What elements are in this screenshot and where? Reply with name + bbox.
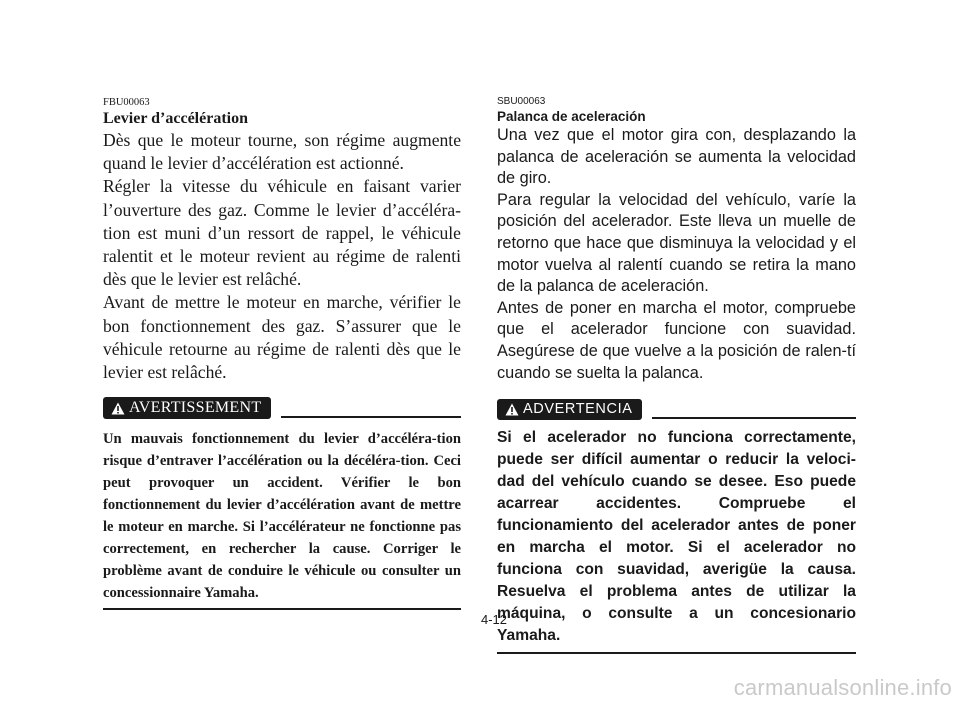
warning-label: AVERTISSEMENT bbox=[129, 399, 262, 417]
section-code: FBU00063 bbox=[103, 97, 150, 108]
paragraph: Una vez que el motor gira con, desplazando la palanca de aceleración se aumenta la velocidad de giro. bbox=[497, 126, 856, 188]
warning-triangle-icon bbox=[111, 402, 125, 415]
section-title: Palanca de aceleración bbox=[497, 109, 646, 124]
warning-end-rule bbox=[103, 608, 461, 610]
warning-end-rule bbox=[497, 652, 856, 654]
paragraph: Para regular la velocidad del vehículo, varíe la posición del acelerador. Este lleva un muelle de retorno que hace que disminuya la velocidad y el motor vuelva al ralentí cuando se retira la mano de la palanca de aceleración. bbox=[497, 190, 856, 296]
warning-text: Si el acelerador no funciona correctamente, puede ser difícil aumentar o reducir la veloci-dad del vehículo cuando se desee. Eso puede acarrear accidentes. Compruebe el funcionamiento del acelerador antes de poner en marcha el motor. Si el acelerador no funciona con suavidad, averigüe la causa. Resuelva el problema antes de utilizar la máquina, o consulte a un concesionario Yamaha. bbox=[497, 429, 856, 645]
spanish-column bbox=[497, 96, 856, 654]
warning-text: Un mauvais fonctionnement du levier d’accéléra-tion risque d’entraver l’accélération ou la décéléra-tion. Ceci peut provoquer un accident. Vérifier le bon fonctionnement du levier d’accélération avant de mettre le moteur en marche. Si l’accélérateur ne fonctionne pas correctement, en rechercher la cause. Corriger le problème avant de conduire le véhicule ou consulter un concessionnaire Yamaha. bbox=[103, 431, 461, 602]
warning-header bbox=[497, 397, 856, 421]
paragraph: Dès que le moteur tourne, son régime augmente quand le levier d’accélération est actionné. bbox=[103, 130, 461, 174]
paragraph: Avant de mettre le moteur en marche, vérifier le bon fonctionnement des gaz. S’assurer que le véhicule retourne au régime de ralenti dès que le levier est relâché. bbox=[103, 292, 461, 383]
french-column bbox=[103, 96, 461, 610]
section-title: Levier d’accélération bbox=[103, 110, 248, 127]
warning-rule bbox=[281, 416, 461, 418]
watermark: carmanualsonline.info bbox=[733, 675, 952, 700]
paragraph: Régler la vitesse du véhicule en faisant varier l’ouverture des gaz. Comme le levier d’accéléra-tion est muni d’un ressort de rappel, le véhicule ralentit et le moteur revient au régime de ralenti dès que le levier est relâché. bbox=[103, 176, 461, 290]
section-code: SBU00063 bbox=[497, 96, 546, 107]
warning-header bbox=[103, 396, 461, 420]
warning-label: ADVERTENCIA bbox=[523, 401, 633, 418]
warning-badge bbox=[497, 399, 642, 420]
warning-badge bbox=[103, 397, 271, 419]
warning-rule bbox=[652, 417, 856, 419]
paragraph: Antes de poner en marcha el motor, compruebe que el acelerador funcione con suavidad. Asegúrese de que vuelve a la posición de ralen-tí cuando se suelta la palanca. bbox=[497, 298, 856, 382]
page-number: 4-12 bbox=[480, 612, 508, 627]
warning-triangle-icon bbox=[505, 403, 519, 416]
